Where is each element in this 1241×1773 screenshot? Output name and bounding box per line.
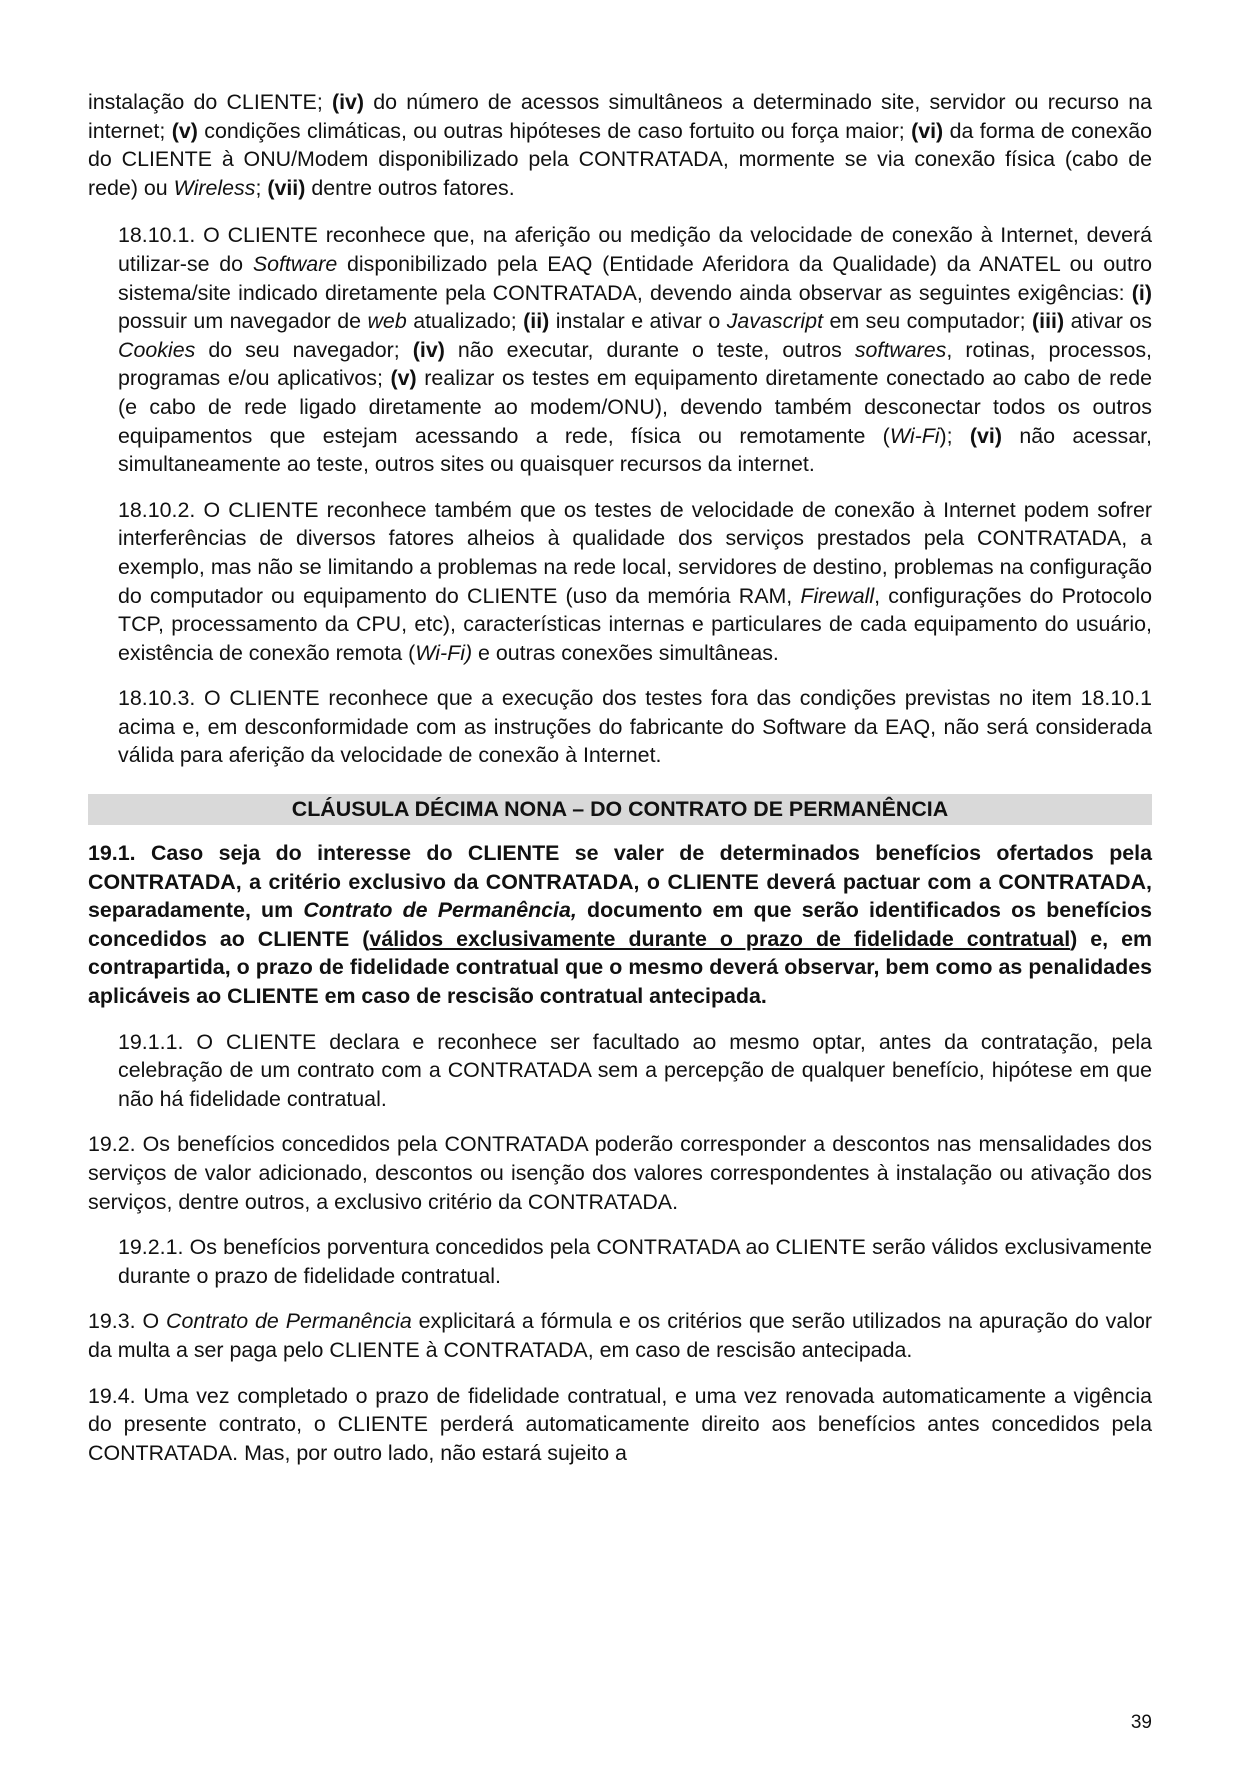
underlined-text: válidos exclusivamente durante o prazo de fidelidade contratual — [369, 926, 1071, 951]
text-run: realizar os testes em equipamento diretamente conectado ao cabo de rede (e cabo de rede ligado diretamente ao modem/ONU), devendo também desconectar todos os outros equipamentos que estejam acessando a rede, física ou remotamente ( — [118, 366, 1152, 448]
text-run: (i) — [1131, 280, 1152, 305]
text-run: (iv) — [331, 90, 365, 114]
text-run: não executar, durante o teste, outros — [444, 337, 855, 362]
paragraph-19-3 — [88, 1307, 1152, 1364]
text-run: em seu computador; — [823, 309, 1033, 334]
text-run: do seu navegador; — [195, 337, 413, 362]
text-run: , rotinas, processos, programas e/ou aplicativos; — [118, 337, 1152, 391]
paragraph-19-2-1: 19.2.1. Os benefícios porventura concedidos pela CONTRATADA ao CLIENTE serão válidos exclusivamente durante o prazo de fidelidade contratual. — [118, 1235, 1152, 1288]
paragraph-19-1 — [88, 839, 1152, 1011]
text-run: (iii) — [1032, 309, 1065, 334]
text-run: explicitará a fórmula e os critérios que serão utilizados na apuração do valor da multa a ser paga pelo CLIENTE à CONTRATADA, em caso de rescisão antecipada. — [88, 1309, 1152, 1362]
text-run: web — [367, 309, 407, 334]
paragraph-19-2: 19.2. Os benefícios concedidos pela CONTRATADA poderão corresponder a descontos nas mensalidades dos serviços de valor adicionado, descontos ou isenção dos valores correspondentes à instalação ou ativação dos serviços, dentre outros, a exclusivo critério da CONTRATADA. — [88, 1132, 1152, 1214]
paragraph-19-1-1: 19.1.1. O CLIENTE declara e reconhece ser facultado ao mesmo optar, antes da contratação, pela celebração de um contrato com a CONTRATADA sem a percepção de qualquer benefício, hipótese em que não há fidelidade contratual. — [118, 1029, 1152, 1111]
text-run: instalar e ativar o — [549, 309, 727, 334]
text-run: ); — [939, 423, 970, 448]
text-run: , configurações do Protocolo TCP, processamento da CPU, etc), características internas e particulares de cada equipamento do usuário, existência de conexão remota ( — [118, 583, 1152, 665]
text-run: (vii) — [267, 175, 306, 200]
paragraph-18-10-1 — [118, 221, 1152, 478]
text-run: Wireless — [173, 175, 256, 200]
text-run: dentre outros fatores. — [305, 175, 515, 200]
text-run: (vi) — [969, 423, 1002, 448]
text-run: documento em que serão identificados os benefícios concedidos ao CLIENTE ( — [88, 898, 1153, 951]
text-run: 18.10.2. O CLIENTE reconhece também que os testes de velocidade de conexão à Internet podem sofrer interferências de diversos fatores alheios à qualidade dos serviços prestados pela CONTRATADA, a exemplo, mas não se limitando a problemas na rede local, servidores de destino, problemas na configuração do computador ou equipamento do CLIENTE (uso da memória RAM, — [118, 497, 1152, 608]
text-run: ativar os — [1064, 309, 1152, 334]
text-run: da forma de conexão do CLIENTE à ONU/Modem disponibilizado pela CONTRATADA, mormente se via conexão física (cabo de rede) ou — [88, 118, 1152, 200]
document-page — [88, 88, 1152, 1467]
text-run: atualizado; — [406, 309, 524, 334]
paragraph-18-10-3: 18.10.3. O CLIENTE reconhece que a execução dos testes fora das condições previstas no item 18.10.1 acima e, em desconformidade com as instruções do fabricante do Software da EAQ, não será considerada válida para aferição da velocidade de conexão à Internet. — [118, 686, 1152, 768]
text-run: (v) — [171, 118, 198, 143]
text-run: instalação do CLIENTE; — [88, 90, 332, 114]
paragraph-19-4: 19.4. Uma vez completado o prazo de fidelidade contratual, e uma vez renovada automaticamente a vigência do presente contrato, o CLIENTE perderá automaticamente direito aos benefícios antes concedidos pela CONTRATADA. Mas, por outro lado, não estará sujeito a — [88, 1383, 1152, 1465]
text-run: Wi-Fi) — [415, 640, 473, 665]
text-run: (v) — [390, 366, 417, 391]
text-run: Contrato de Permanência, — [303, 898, 577, 923]
text-run: Firewall — [800, 583, 875, 608]
text-run: ; — [255, 175, 268, 200]
text-run: (ii) — [523, 309, 550, 334]
text-run: Wi-Fi — [889, 423, 940, 448]
text-run: Javascript — [726, 309, 824, 334]
paragraph-18-9-continued — [88, 88, 1152, 202]
paragraph-18-10-2 — [118, 496, 1152, 668]
text-run: Cookies — [118, 337, 196, 362]
text-run: Software — [252, 251, 338, 276]
text-run: softwares — [854, 337, 947, 362]
text-run: ) e, em contrapartida, o prazo de fidelidade contratual que o mesmo deverá observar, bem como as penalidades aplicáveis ao CLIENTE em caso de rescisão contratual antecipada. — [88, 926, 1153, 1009]
text-run: 18.10.1. O CLIENTE reconhece que, na aferição ou medição da velocidade de conexão à Internet, deverá utilizar-se do — [118, 223, 1152, 276]
text-run: e outras conexões simultâneas. — [472, 640, 779, 665]
text-run: disponibilizado pela EAQ (Entidade Aferidora da Qualidade) da ANATEL ou outro sistema/site indicado diretamente pela CONTRATADA, devendo ainda observar as seguintes exigências: — [118, 251, 1152, 305]
page-number: 39 — [1130, 1712, 1152, 1733]
text-run: não acessar, simultaneamente ao teste, outros sites ou quaisquer recursos da internet. — [118, 423, 1152, 477]
text-run: Contrato de Permanência — [166, 1309, 412, 1334]
text-run: do número de acessos simultâneos a determinado site, servidor ou recurso na internet; — [88, 90, 1152, 143]
text-run: (vi) — [911, 118, 944, 143]
text-run: condições climáticas, ou outras hipóteses de caso fortuito ou força maior; — [197, 118, 912, 143]
text-run: (iv) — [412, 337, 445, 362]
text-run: 19.3. O — [88, 1309, 167, 1334]
text-run: possuir um navegador de — [118, 309, 368, 334]
clause-heading: CLÁUSULA DÉCIMA NONA – DO CONTRATO DE PERMANÊNCIA — [88, 794, 1152, 825]
text-run: 19.1. Caso seja do interesse do CLIENTE se valer de determinados benefícios ofertados pela CONTRATADA, a critério exclusivo da CONTRATADA, o CLIENTE deverá pactuar com a CONTRATADA, separadamente, um — [88, 841, 1152, 923]
